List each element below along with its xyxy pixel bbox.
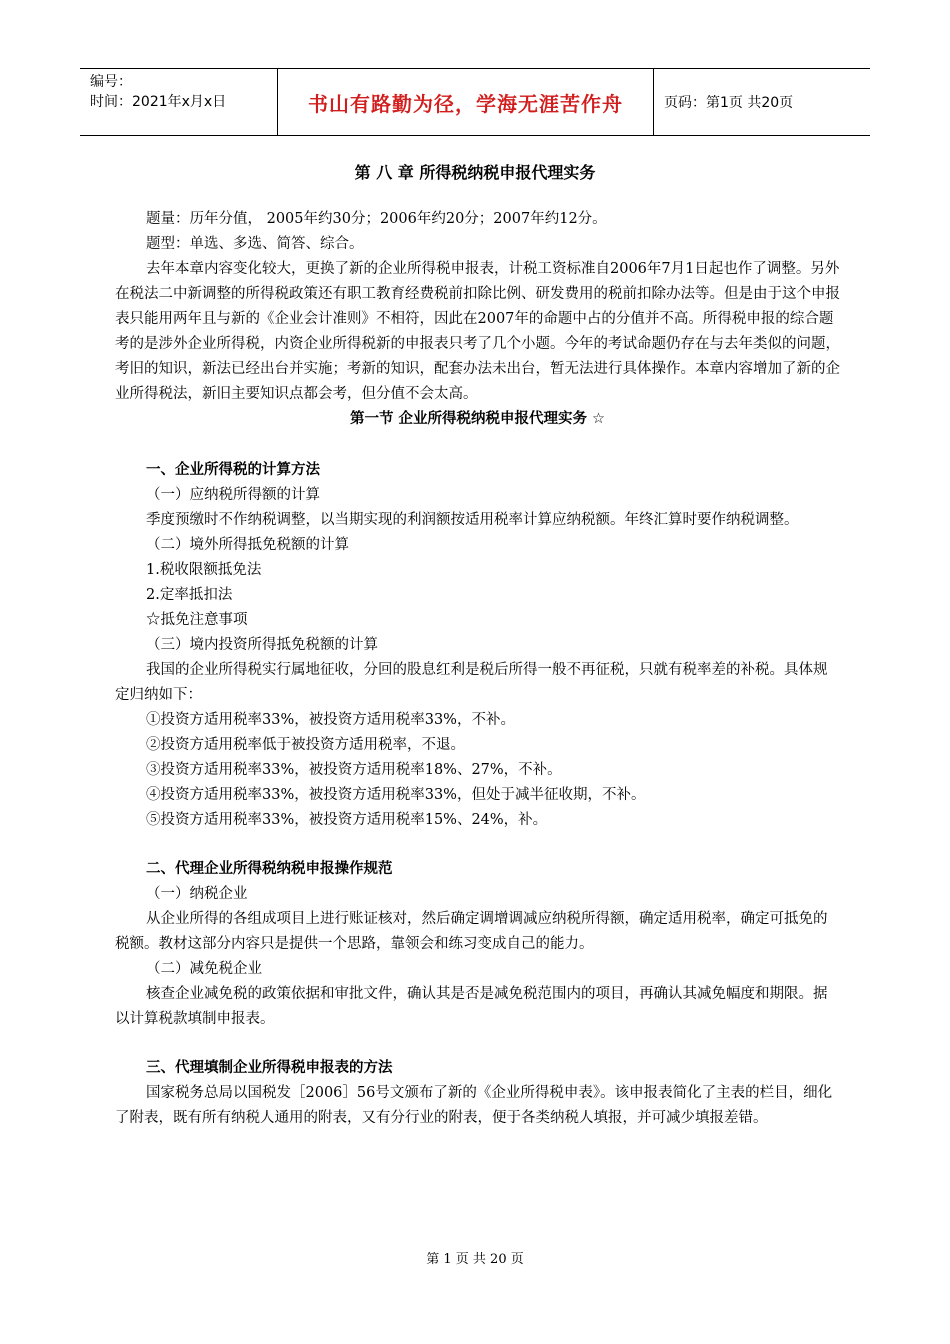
part3-heading: 三、代理填制企业所得税申报表的方法 <box>146 1060 393 1076</box>
part1-sub2: （二）境外所得抵免税额的计算 <box>146 537 349 553</box>
part2-sub1: （一）纳税企业 <box>146 886 248 902</box>
case-item: ①投资方适用税率33%，被投资方适用税率33%，不补。 <box>146 712 515 728</box>
part1-heading: 一、企业所得税的计算方法 <box>146 462 320 478</box>
part1-sub3-text: 我国的企业所得税实行属地征收，分回的股息红利是税后所得一般不再征税，只就有税率差的补税。具体规定归纳如下： <box>115 662 828 703</box>
part1-item: 2.定率抵扣法 <box>146 587 233 603</box>
case-item: ③投资方适用税率33%，被投资方适用税率18%、27%，不补。 <box>146 762 562 778</box>
part1-sub1: （一）应纳税所得额的计算 <box>146 487 320 503</box>
part2-sub1-text: 从企业所得的各组成项目上进行账证核对，然后确定调增调减应纳税所得额，确定适用税率，确定可抵免的税额。教材这部分内容只是提供一个思路，靠领会和练习变成自己的能力。 <box>115 911 828 952</box>
document-body <box>115 207 840 1131</box>
page-header <box>80 68 870 136</box>
part2-heading: 二、代理企业所得税纳税申报操作规范 <box>146 861 393 877</box>
case-item: ②投资方适用税率低于被投资方适用税率，不退。 <box>146 737 465 753</box>
part2-sub2-text: 核查企业减免税的政策依据和审批文件，确认其是否是减免税范围内的项目，再确认其减免幅度和期限。据以计算税款填制申报表。 <box>115 986 828 1027</box>
header-page-info: 页码：第1页 共20页 <box>664 95 794 111</box>
intro-paragraph: 题量：历年分值， 2005年约30分；2006年约20分；2007年约12分。 <box>146 211 607 227</box>
header-date: 时间：2021年x月x日 <box>90 94 227 110</box>
intro-paragraph: 题型：单选、多选、简答、综合。 <box>146 236 364 252</box>
header-motto: 书山有路勤为径，学海无涯苦作舟 <box>278 69 654 135</box>
intro-paragraph: 去年本章内容变化较大，更换了新的企业所得税申报表，计税工资标准自2006年7月1日起也作了调整。另外在税法二中新调整的所得税政策还有职工教育经费税前扣除比例、研发费用的税前扣除办法等。但是由于这个申报表只能用两年且与新的《企业会计准则》不相符，因此在2007年的命题中占的分值并不高。所得税申报的综合题考的是涉外企业所得税，内资企业所得税新的申报表只考了几个小题。今年的考试命题仍存在与去年类似的问题，考旧的知识，新法已经出台并实施；考新的知识，配套办法未出台，暂无法进行具体操作。本章内容增加了新的企业所得税法，新旧主要知识点都会考，但分值不会太高。 <box>115 261 840 402</box>
part1-sub3: （三）境内投资所得抵免税额的计算 <box>146 637 378 653</box>
case-item: ⑤投资方适用税率33%，被投资方适用税率15%、24%，补。 <box>146 812 548 828</box>
header-number: 编号： <box>90 74 132 90</box>
part2-sub2: （二）减免税企业 <box>146 961 262 977</box>
case-item: ④投资方适用税率33%，被投资方适用税率33%，但处于减半征收期，不补。 <box>146 787 646 803</box>
section-title: 第一节 企业所得税纳税申报代理实务 ☆ <box>349 411 606 427</box>
header-meta <box>80 69 278 135</box>
chapter-title: 第 八 章 所得税纳税申报代理实务 <box>354 163 596 182</box>
page-footer: 第 1 页 共 20 页 <box>426 1252 524 1267</box>
part1-sub1-text: 季度预缴时不作纳税调整，以当期实现的利润额按适用税率计算应纳税额。年终汇算时要作纳税调整。 <box>146 512 799 528</box>
part1-item: 1.税收限额抵免法 <box>146 562 262 578</box>
part1-item: ☆抵免注意事项 <box>146 612 248 628</box>
part3-text: 国家税务总局以国税发［2006］56号文颁布了新的《企业所得税申表》。该申报表简化了主表的栏目，细化了附表，既有所有纳税人通用的附表，又有分行业的附表，便于各类纳税人填报，并可减少填报差错。 <box>115 1085 833 1126</box>
